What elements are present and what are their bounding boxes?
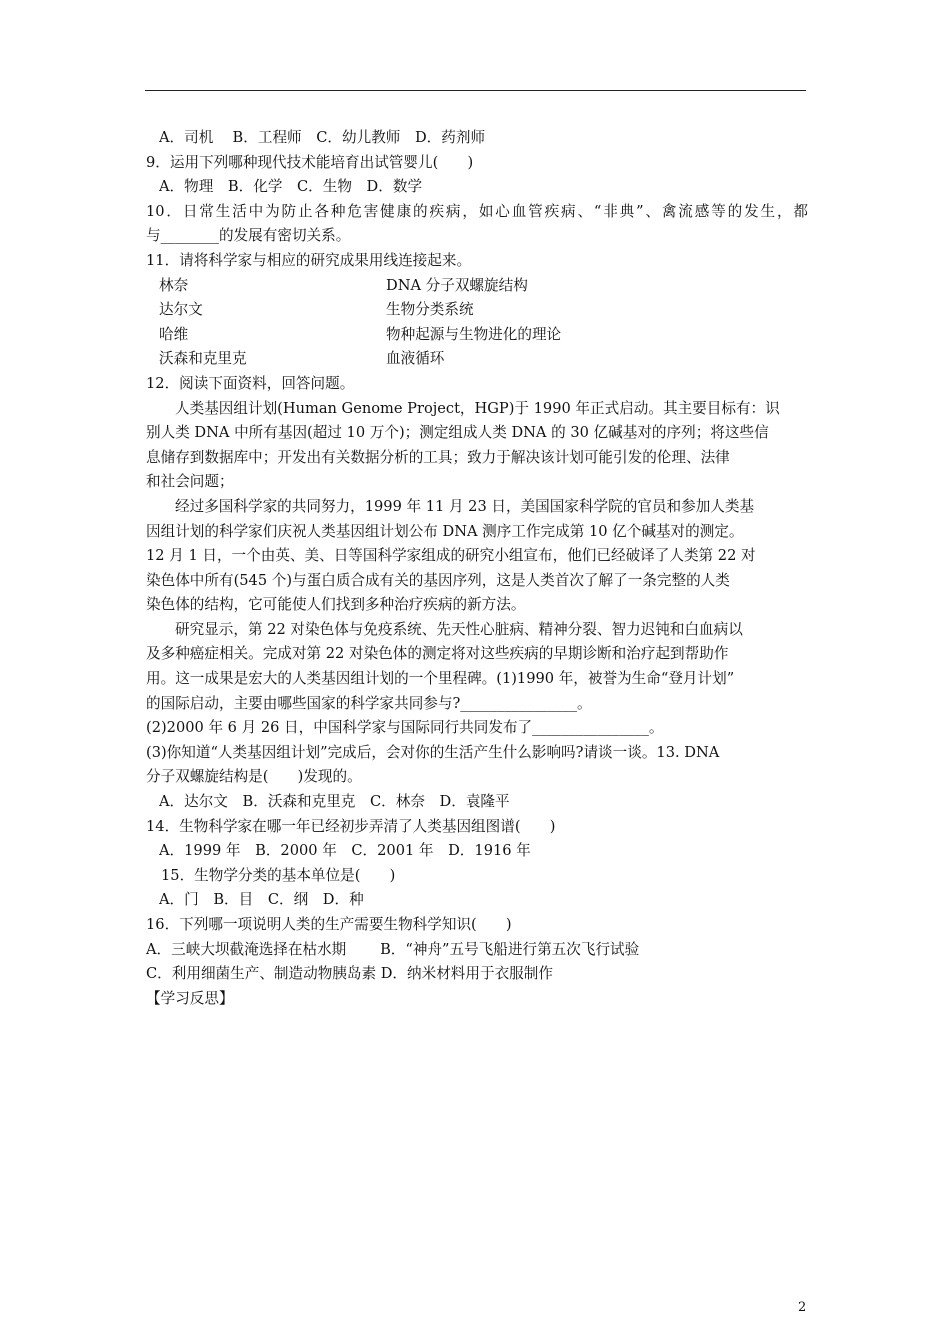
header-rule (145, 90, 806, 91)
matching-achievement: 物种起源与生物进化的理论 (386, 325, 562, 343)
matching-achievement: 生物分类系统 (386, 301, 474, 319)
para3-line: 及多种癌症相关。完成对第 22 对染色体的测定将对这些疾病的早期诊断和治疗起到帮助作 (146, 645, 729, 663)
q16-options-ab: A．三峡大坝截淹选择在枯水期 B．“神舟”五号飞船进行第五次飞行试验 (146, 940, 640, 958)
matching-scientist: 林奈 (159, 276, 189, 294)
q10-question-line1: 10．日常生活中为防止各种危害健康的疾病，如心血管疾病、“非典”、禽流感等的发生，都 (146, 202, 808, 220)
q12-title: 12．阅读下面资料，回答问题。 (146, 374, 355, 392)
para2-line: 经过多国科学家的共同努力，1999 年 11 月 23 日，美国国家科学院的官员和参加人类基 (175, 497, 755, 515)
q15-question: 15．生物学分类的基本单位是( ) (161, 866, 396, 884)
q16-options-cd: C．利用细菌生产、制造动物胰岛素 D．纳米材料用于衣服制作 (146, 965, 553, 983)
para3-line: (3)你知道“人类基因组计划”完成后，会对你的生活产生什么影响吗?请谈一谈。13. DNA (146, 743, 720, 761)
reflection-heading: 【学习反思】 (146, 989, 234, 1007)
para2-line: 染色体中所有(545 个)与蛋白质合成有关的基因序列，这是人类首次了解了一条完整的人类 (146, 571, 730, 589)
para3-line: 研究显示，第 22 对染色体与免疫系统、先天性心脏病、精神分裂、智力迟钝和白血病以 (175, 620, 743, 638)
para2-line: 因组计划的科学家们庆祝人类基因组计划公布 DNA 测序工作完成第 10 亿个碱基对的测定。 (146, 522, 744, 540)
matching-row (146, 298, 808, 323)
matching-row (146, 347, 808, 372)
para1-line: 别人类 DNA 中所有基因(超过 10 万个)；测定组成人类 DNA 的 30 亿碱基对的序列；将这些信 (146, 424, 769, 442)
matching-achievement: 血液循环 (386, 350, 445, 368)
q16-question: 16．下列哪一项说明人类的生产需要生物科学知识( ) (146, 916, 512, 933)
para2-line: 染色体的结构，它可能使人们找到多种治疗疾病的新方法。 (146, 596, 526, 614)
document-body (146, 126, 808, 1011)
page-number: 2 (798, 1300, 807, 1315)
q9-options: A．物理 B．化学 C．生物 D．数学 (159, 178, 423, 196)
q14-question: 14．生物科学家在哪一年已经初步弄清了人类基因组图谱( ) (146, 817, 556, 835)
para2-line: 12 月 1 日，一个由英、美、日等国科学家组成的研究小组宣布，他们已经破译了人类第 22 对 (146, 547, 756, 565)
q15-options: A．门 B．目 C．纲 D．种 (159, 891, 364, 909)
matching-scientist: 达尔文 (159, 301, 203, 319)
q14-options: A．1999 年 B．2000 年 C．2001 年 D．1916 年 (159, 842, 531, 860)
para1-line: 息储存到数据库中；开发出有关数据分析的工具；致力于解决该计划可能引发的伦理、法律 (146, 448, 730, 466)
para1-line: 人类基因组计划(Human Genome Project，HGP)于 1990 年正式启动。其主要目标有：识 (175, 399, 780, 417)
para1-line: 和社会问题； (146, 473, 234, 491)
q9-question: 9．运用下列哪种现代技术能培育出试管婴儿( ) (146, 153, 474, 171)
matching-row (146, 274, 808, 299)
para3-line: 分子双螺旋结构是( )发现的。 (146, 768, 362, 786)
matching-row (146, 323, 808, 348)
q13-options: A．达尔文 B．沃森和克里克 C．林奈 D．袁隆平 (159, 793, 510, 811)
para3-line: 用。这一成果是宏大的人类基因组计划的一个里程碑。(1)1990 年，被誉为生命“登月计划” (146, 670, 735, 688)
matching-scientist: 沃森和克里克 (159, 350, 247, 368)
q10-question-line2: 与________的发展有密切关系。 (146, 227, 351, 245)
q8-options: A．司机 B．工程师 C．幼儿教师 D．药剂师 (159, 129, 486, 146)
para3-line: (2)2000 年 6 月 26 日，中国科学家与国际同行共同发布了________________。 (146, 719, 664, 737)
q11-question: 11．请将科学家与相应的研究成果用线连接起来。 (146, 251, 472, 269)
matching-scientist: 哈维 (159, 325, 189, 343)
para3-line: 的国际启动，主要由哪些国家的科学家共同参与?________________。 (146, 694, 592, 712)
matching-achievement: DNA 分子双螺旋结构 (386, 276, 528, 294)
